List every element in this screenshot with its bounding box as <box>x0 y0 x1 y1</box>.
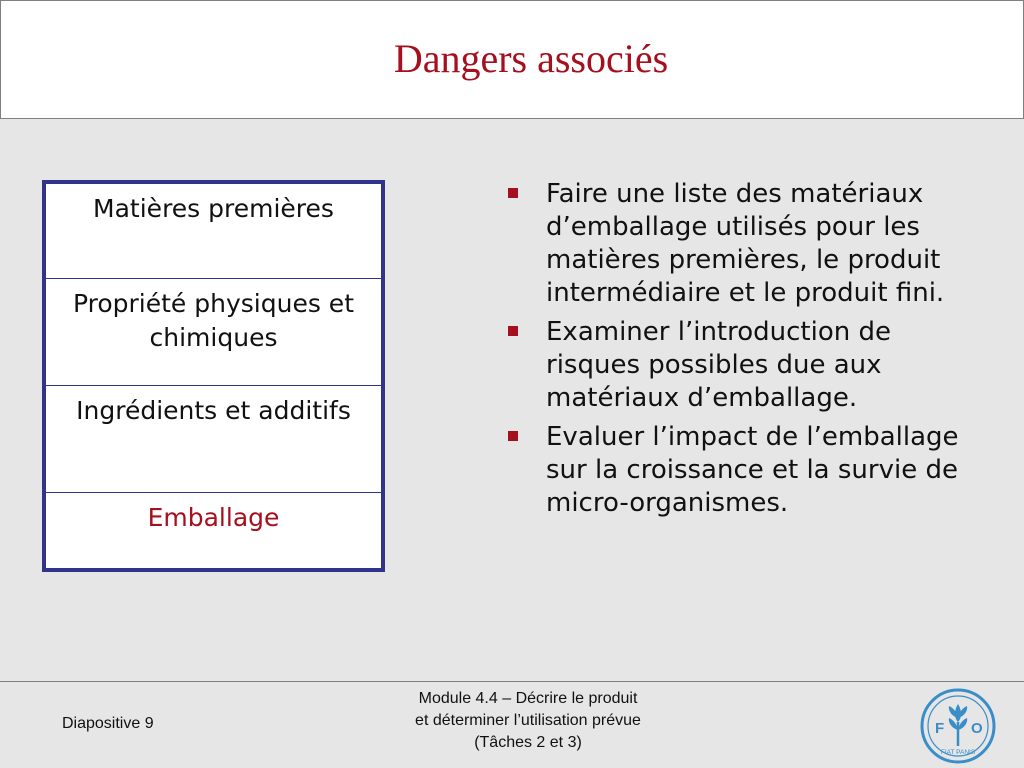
module-caption <box>348 688 708 754</box>
fao-logo-icon <box>920 688 996 764</box>
logo-motto: FIAT PANIS <box>940 749 976 756</box>
bullet-text: Faire une liste des matériaux d’emballage utilisés pour les matières premières, le produit intermédiaire et le produit fini. <box>546 179 945 308</box>
topic-ingredients-additives: Ingrédients et additifs <box>46 386 381 493</box>
module-line: (Tâches 2 et 3) <box>474 734 582 751</box>
slide-header <box>0 0 1024 119</box>
bullet-item <box>506 316 976 415</box>
bullet-text: Evaluer l’impact de l’emballage sur la croissance et la survie de micro-organismes. <box>546 422 959 518</box>
logo-letter: F <box>935 720 945 737</box>
topic-packaging: Emballage <box>147 503 280 532</box>
topics-table <box>42 180 385 572</box>
module-line: Module 4.4 – Décrire le produit <box>418 690 638 707</box>
slide-number: Diapositive 9 <box>62 715 154 732</box>
square-bullet-icon <box>508 326 518 336</box>
square-bullet-icon <box>508 188 518 198</box>
bullet-item <box>506 178 976 310</box>
logo-letter: O <box>971 720 983 737</box>
bullet-text: Examiner l’introduction de risques possibles due aux matériaux d’emballage. <box>546 317 891 413</box>
square-bullet-icon <box>508 431 518 441</box>
slide-title: Dangers associés <box>393 36 669 81</box>
bullet-list <box>506 178 976 526</box>
module-line: et déterminer l’utilisation prévue <box>415 712 641 729</box>
bullet-item <box>506 421 976 520</box>
topic-raw-materials: Matières premières <box>46 184 381 279</box>
topic-physical-chemical-properties: Propriété physiques et chimiques <box>46 279 381 386</box>
slide-footer <box>0 681 1024 768</box>
